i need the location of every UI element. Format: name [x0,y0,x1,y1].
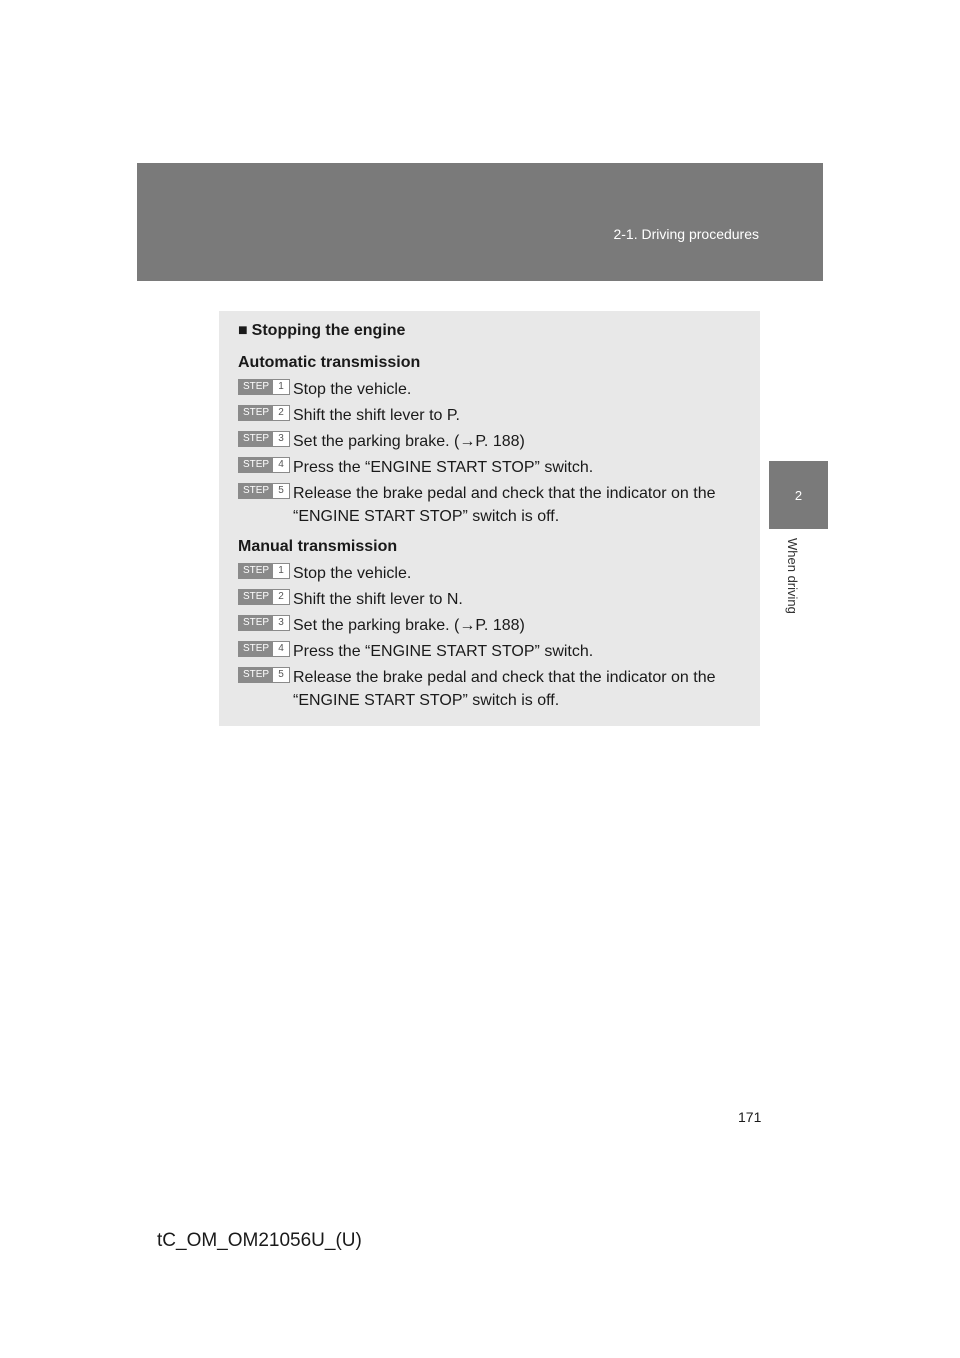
step-badge: STEP 4 [238,641,290,657]
step-badge: STEP 2 [238,589,290,605]
step-badge: STEP 5 [238,483,290,499]
step-text: Press the “ENGINE START STOP” switch. [293,459,594,476]
step-badge: STEP 4 [238,457,290,473]
step-badge: STEP 3 [238,431,290,447]
step-badge: STEP 3 [238,615,290,631]
heading-text: Stopping the engine [251,322,406,339]
step-text: Stop the vehicle. [293,381,412,398]
step-text: Press the “ENGINE START STOP” switch. [293,643,594,660]
step-badge: STEP 1 [238,379,290,395]
header-band [137,163,823,281]
stopping-engine-box [219,311,760,726]
chapter-number: 2 [794,488,803,503]
chapter-label: When driving [785,538,800,614]
step-text: Release the brake pedal and check that the indicator on the “ENGINE START STOP” switch is off. [293,669,716,709]
step-text: Release the brake pedal and check that the indicator on the “ENGINE START STOP” switch is off. [293,485,716,525]
square-bullet-icon: ■ [238,322,248,339]
box-heading [238,322,405,340]
manual-title: Manual transmission [238,538,398,555]
section-title: 2-1. Driving procedures [613,226,759,242]
step-text: Set the parking brake. (→P. 188) [293,617,525,634]
automatic-title: Automatic transmission [238,354,421,371]
step-text: Shift the shift lever to N. [293,591,463,608]
chapter-tab [769,461,828,529]
step-text: Stop the vehicle. [293,565,412,582]
step-badge: STEP 2 [238,405,290,421]
step-badge: STEP 1 [238,563,290,579]
document-code: tC_OM_OM21056U_(U) [157,1230,362,1251]
step-text: Shift the shift lever to P. [293,407,460,424]
step-text: Set the parking brake. (→P. 188) [293,433,525,450]
step-badge: STEP 5 [238,667,290,683]
page-number: 171 [738,1109,762,1125]
